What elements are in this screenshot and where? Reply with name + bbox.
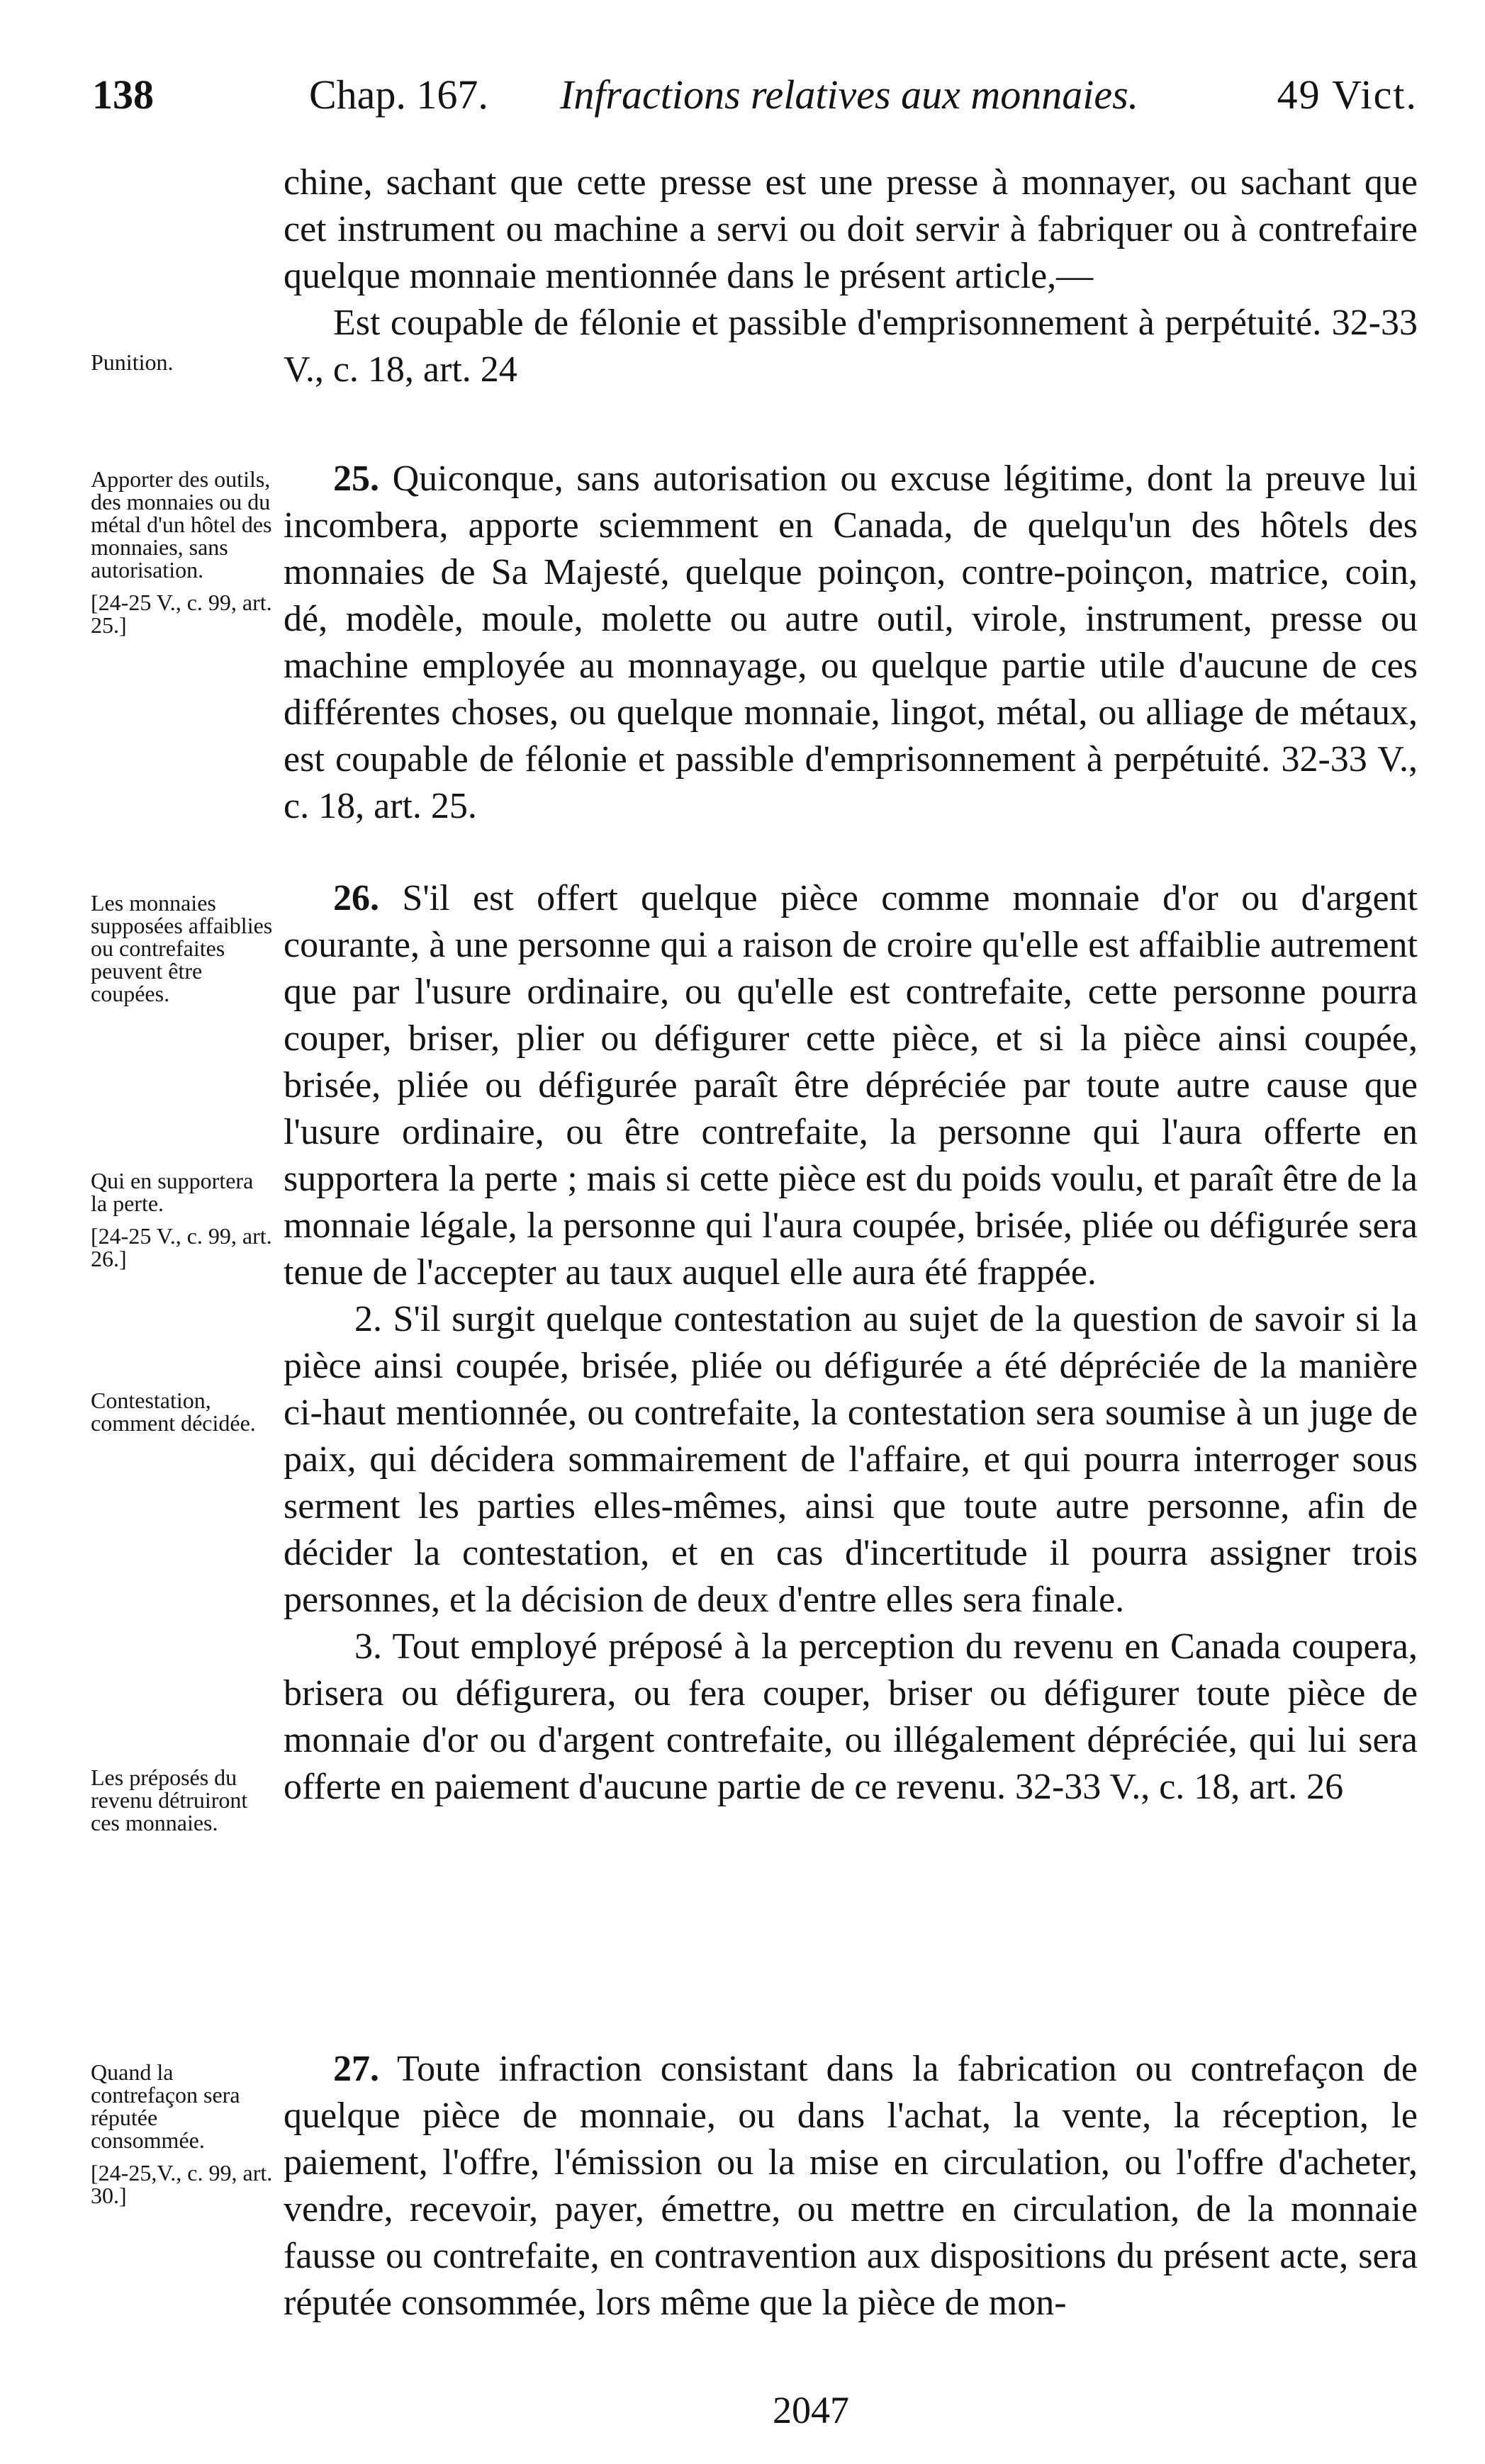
paragraph: Quiconque, sans autorisation ou excuse légitime, dont la preuve lui incombera, apporte sciemment en Canada, de quelqu'un des hôtels des monnaies de Sa Majesté, quelque poinçon, contre-poinçon, matrice, coin, dé, modèle, moule, molette ou autre outil, virole, instrument, presse ou machine employée au monnayage, ou quelque partie utile d'aucune de ces différentes choses, ou quelque monnaie, lingot, métal, ou alliage de métaux, est coupable de félonie et passible d'emprisonnement à perpétuité. 32-33 V., c. 18, art. 25.	[284, 459, 1418, 826]
marginal-note-contestation: Contestation, comment décidée.	[91, 1388, 256, 1436]
section-26	[284, 875, 1418, 1811]
paragraph: 3. Tout employé préposé à la perception du revenu en Canada coupera, brisera ou défigurera, ou fera couper, briser ou défigurer toute pièce de monnaie d'or ou d'argent contrefaite, ou illégalement dépréciée, qui lui sera offerte en paiement d'aucune partie de ce revenu. 32-33 V., c. 18, art. 26	[284, 1626, 1418, 1807]
section-27	[284, 2046, 1418, 2327]
marginal-note-preposes: Les préposés du revenu détruiront ces monnaies.	[91, 1765, 248, 1835]
page-number: 138	[92, 72, 154, 118]
paragraph: Toute infraction consistant dans la fabrication ou contrefaçon de quelque pièce de monnaie, ou dans l'achat, la vente, la réception, le paiement, l'offre, l'émission ou la mise en circulation, ou l'offre d'acheter, vendre, recevoir, payer, émettre, ou mettre en circulation, de la monnaie fausse ou contrefaite, en contravention aux dispositions du présent acte, sera réputée consommée, lors même que la pièce de mon-	[284, 2049, 1418, 2323]
paragraph: S'il est offert quelque pièce comme monnaie d'or ou d'argent courante, à une personne qui a raison de croire qu'elle est affaiblie autrement que par l'usure ordinaire, ou qu'elle est contrefaite, cette personne pourra couper, briser, plier ou défigurer cette pièce, et si la pièce ainsi coupée, brisée, pliée ou défigurée paraît être dépréciée par toute autre cause que l'usure ordinaire, ou être contrefaite, la personne qui l'aura offerte en supportera la perte ; mais si cette pièce est du poids voulu, et paraît être de la monnaie légale, la personne qui l'aura coupée, brisée, pliée ou défigurée sera tenue de l'accepter au taux auquel elle aura été frappée.	[284, 878, 1418, 1293]
marginal-citation: [24-25 V., c. 99, art. 26.]	[91, 1223, 272, 1271]
marginal-citation: [24-25,V., c. 99, art. 30.]	[91, 2160, 273, 2208]
paragraph: chine, sachant que cette presse est une presse à monnayer, ou sachant que cet instrument ou machine a servi ou doit servir à fabriquer ou à contrefaire quelque monnaie mentionnée dans le présent article,—	[284, 162, 1418, 296]
continuation-block	[284, 159, 1418, 393]
marginal-note-monnaies: Les monnaies supposées affaiblies ou contrefaites peuvent être coupées.	[91, 890, 273, 1006]
marginal-note-punition: Punition.	[91, 349, 174, 375]
marginal-note-contrefacon: Quand la contrefaçon sera réputée consommée. [24-25,V., c. 99, art. 30.]	[91, 2061, 275, 2207]
marginal-citation: [24-25 V., c. 99, art. 25.]	[91, 590, 272, 638]
paragraph: Est coupable de félonie et passible d'emprisonnement à perpétuité. 32-33 V., c. 18, art. 24	[284, 303, 1418, 390]
regnal-year: 49 Vict.	[1277, 72, 1418, 118]
chapter-label: Chap. 167.	[309, 72, 488, 118]
marginal-note-apporter: Apporter des outils, des monnaies ou du métal d'un hôtel des monnaies, sans autorisation. [24-25 V., c. 99, art. 25.]	[91, 468, 275, 636]
marginal-note-supportera: Qui en supportera la perte. [24-25 V., c. 99, art. 26.]	[91, 1169, 275, 1270]
section-25	[284, 456, 1418, 830]
paragraph: 2. S'il surgit quelque contestation au sujet de la question de savoir si la pièce ainsi coupée, brisée, pliée ou défigurée a été dépréciée de la manière ci-haut mentionnée, ou contrefaite, la contestation sera soumise à un juge de paix, qui décidera sommairement de l'affaire, et qui pourra interroger sous serment les parties elles-mêmes, ainsi que toute autre personne, afin de décider la contestation, et en cas d'incertitude il pourra assigner trois personnes, et la décision de deux d'entre elles sera finale.	[284, 1299, 1418, 1620]
section-number: 27.	[333, 2049, 379, 2089]
running-header	[92, 71, 1418, 128]
section-number: 25.	[333, 459, 379, 499]
section-number: 26.	[333, 878, 379, 918]
running-title: Infractions relatives aux monnaies.	[560, 72, 1139, 118]
folio-number: 2047	[773, 2389, 849, 2431]
